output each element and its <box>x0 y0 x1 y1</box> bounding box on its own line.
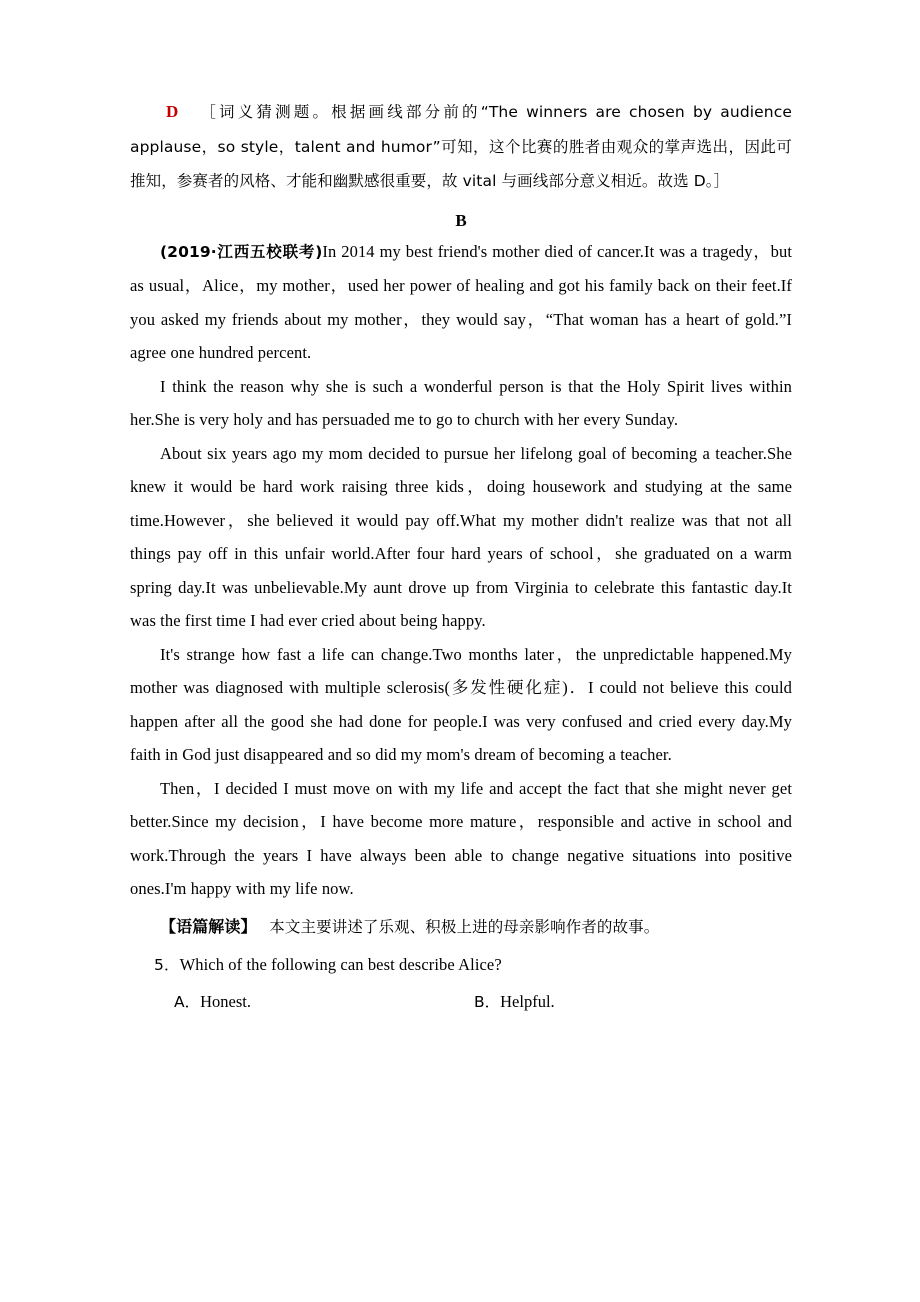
option-a[interactable] <box>174 985 474 1020</box>
analysis-label: 【语篇解读】 <box>160 916 257 936</box>
analysis-text: 本文主要讲述了乐观、积极上进的母亲影响作者的故事。 <box>269 917 660 936</box>
question-text: Which of the following can best describe Alice? <box>179 955 502 974</box>
option-a-letter: A． <box>174 992 201 1011</box>
passage-paragraph-3: About six years ago my mom decided to pursue her lifelong goal of becoming a teacher.She knew it would be hard work raising three kids，doing housework and studying at the same time.However，she believed it would pay off.What my mother didn't realize was that not all things pay off in this unfair world.After four hard years of school，she graduated on a warm spring day.It was unbelievable.My aunt drove up from Virginia to celebrate this fantastic day.It was the first time I had ever cried about being happy. <box>130 443 792 630</box>
passage-paragraph-1 <box>130 235 792 370</box>
option-b-text: Helpful. <box>500 991 555 1011</box>
passage-source: (2019·江西五校联考) <box>160 242 323 261</box>
question-options <box>130 985 792 1020</box>
answer-explanation-paragraph <box>130 95 792 199</box>
passage-paragraph-2: I think the reason why she is such a wonderful person is that the Holy Spirit lives within her.She is very holy and has persuaded me to go to church with her every Sunday. <box>130 376 792 429</box>
option-b-letter: B． <box>474 992 501 1011</box>
passage-paragraph-5: Then，I decided I must move on with my life and accept the fact that she might never get better.Since my decision，I have become more mature，responsible and active in school and work.Through the years I have always been able to change negative situations into positive ones.I'm happy with my life now. <box>130 778 792 898</box>
passage-paragraph-4: It's strange how fast a life can change.Two months later，the unpredictable happened.My mother was diagnosed with multiple sclerosis(多发性硬化症)．I could not believe this could happen after all the good she had done for people.I was very confused and cried every day.My faith in God just disappeared and so did my mom's dream of becoming a teacher. <box>130 644 792 764</box>
passage-paragraph-1-text: In 2014 my best friend's mother died of cancer.It was a tragedy，but as usual，Alice，my mother，used her power of healing and got his family back on their feet.If you asked my friends about my mother，they would say，“That woman has a heart of gold.”I agree one hundred percent. <box>130 241 792 362</box>
question-number: 5． <box>154 956 180 974</box>
section-letter: B <box>455 210 467 230</box>
answer-explanation-text: ［词义猜测题。根据画线部分前的“The winners are chosen by audience applause，so style，talent and humor”可知，这个比赛的胜者由观众的掌声选出，因此可推知，参赛者的风格、才能和幽默感很重要，故 vital 与画线部分意义相近。故选 D。］ <box>130 103 792 190</box>
question-stem <box>130 948 792 983</box>
option-b[interactable] <box>474 985 774 1020</box>
answer-letter: D <box>166 102 179 121</box>
option-a-text: Honest. <box>200 991 251 1011</box>
passage-analysis <box>130 910 792 945</box>
